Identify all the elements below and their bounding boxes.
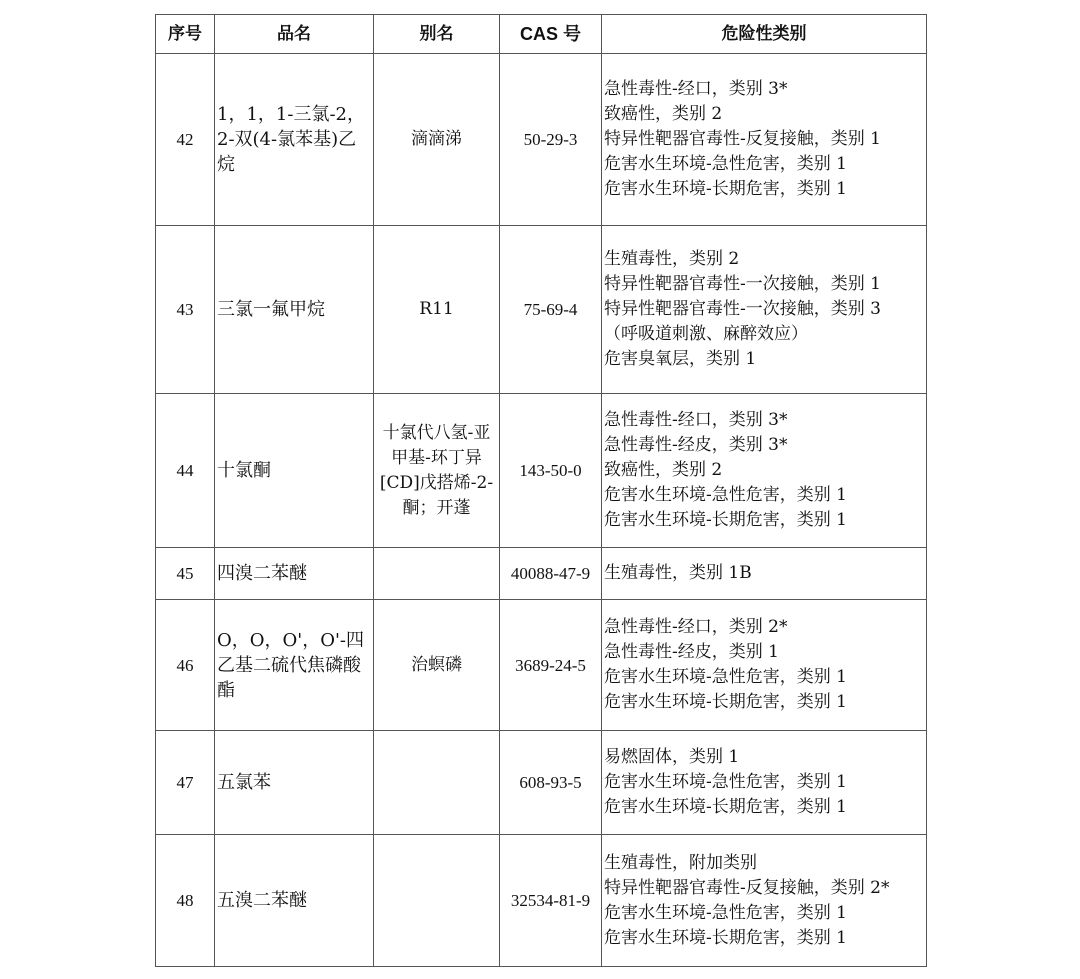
hazard-item: 危害水生环境-急性危害，类别 1 [604,154,847,174]
row-name: 五氯苯 [215,731,374,835]
hazard-item: 致癌性，类别 2 [604,460,723,480]
row-alias [374,731,500,835]
hazard-item: 危害臭氧层，类别 1 [604,349,757,369]
row-num: 42 [156,54,215,226]
row-alias [374,548,500,600]
table-row [156,226,927,394]
hazard-item: 生殖毒性，类别 2 [604,249,740,269]
hazard-item: 急性毒性-经口，类别 2* [604,617,788,637]
hazard-item: 特异性靶器官毒性-反复接触，类别 1 [604,129,881,149]
hazard-item: 生殖毒性，类别 1B [604,563,752,583]
hazard-item: 危害水生环境-急性危害，类别 1 [604,902,847,923]
hazard-item: 危害水生环境-长期危害，类别 1 [604,692,847,712]
hazard-item: 危害水生环境-急性危害，类别 1 [604,772,847,792]
row-name: 五溴二苯醚 [215,835,374,967]
table-row [156,548,927,600]
header-hazard: 危险性类别 [602,15,927,54]
row-cas: 3689-24-5 [500,600,602,731]
row-alias: 滴滴涕 [374,54,500,226]
hazard-item: 特异性靶器官毒性-一次接触，类别 3 [604,299,881,319]
row-name: 十氯酮 [215,394,374,548]
table-row [156,394,927,548]
header-num: 序号 [156,15,215,54]
table-row [156,731,927,835]
hazard-item: 特异性靶器官毒性-一次接触，类别 1 [604,274,881,294]
hazard-item: 急性毒性-经皮，类别 3* [604,435,788,455]
row-hazards [602,226,927,394]
row-name: 三氯一氟甲烷 [215,226,374,394]
hazard-item: 危害水生环境-长期危害，类别 1 [604,510,847,530]
hazard-item: 危害水生环境-长期危害，类别 1 [604,179,847,199]
row-hazards [602,548,927,600]
row-cas: 50-29-3 [500,54,602,226]
row-hazards [602,394,927,548]
row-name: O，O，O'，O'-四乙基二硫代焦磷酸酯 [215,600,374,731]
hazard-item: 急性毒性-经皮，类别 1 [604,642,779,662]
hazard-item: 危害水生环境-长期危害，类别 1 [604,927,847,948]
row-alias: R11 [374,226,500,394]
header-row [156,15,927,54]
row-hazards [602,835,927,967]
row-alias: 十氯代八氢-亚甲基-环丁异[CD]戊搭烯-2-酮；开蓬 [374,394,500,548]
row-cas: 40088-47-9 [500,548,602,600]
row-hazards [602,600,927,731]
hazard-item: 急性毒性-经口，类别 3* [604,79,788,99]
hazard-table [155,14,927,967]
row-alias: 治螟磷 [374,600,500,731]
header-cas: CAS 号 [500,15,602,54]
row-cas: 75-69-4 [500,226,602,394]
hazard-item: （呼吸道刺激、麻醉效应） [604,324,808,344]
row-num: 45 [156,548,215,600]
row-hazards [602,54,927,226]
hazard-item: 危害水生环境-急性危害，类别 1 [604,667,847,687]
row-num: 47 [156,731,215,835]
hazard-item: 危害水生环境-长期危害，类别 1 [604,797,847,817]
row-cas: 32534-81-9 [500,835,602,967]
row-alias [374,835,500,967]
table-row [156,600,927,731]
row-num: 43 [156,226,215,394]
hazard-item: 易燃固体，类别 1 [604,747,740,767]
hazard-item: 急性毒性-经口，类别 3* [604,410,788,430]
row-cas: 608-93-5 [500,731,602,835]
header-name: 品名 [215,15,374,54]
hazard-item: 致癌性，类别 2 [604,104,723,124]
table-row [156,54,927,226]
row-cas: 143-50-0 [500,394,602,548]
row-num: 44 [156,394,215,548]
row-num: 48 [156,835,215,967]
row-num: 46 [156,600,215,731]
hazard-item: 危害水生环境-急性危害，类别 1 [604,485,847,505]
table-row [156,835,927,967]
row-hazards [602,731,927,835]
hazard-item: 特异性靶器官毒性-反复接触，类别 2* [604,877,890,898]
row-name: 四溴二苯醚 [215,548,374,600]
hazard-item: 生殖毒性，附加类别 [604,852,757,873]
row-name: 1，1，1-三氯-2，2-双(4-氯苯基)乙烷 [215,54,374,226]
header-alias: 别名 [374,15,500,54]
